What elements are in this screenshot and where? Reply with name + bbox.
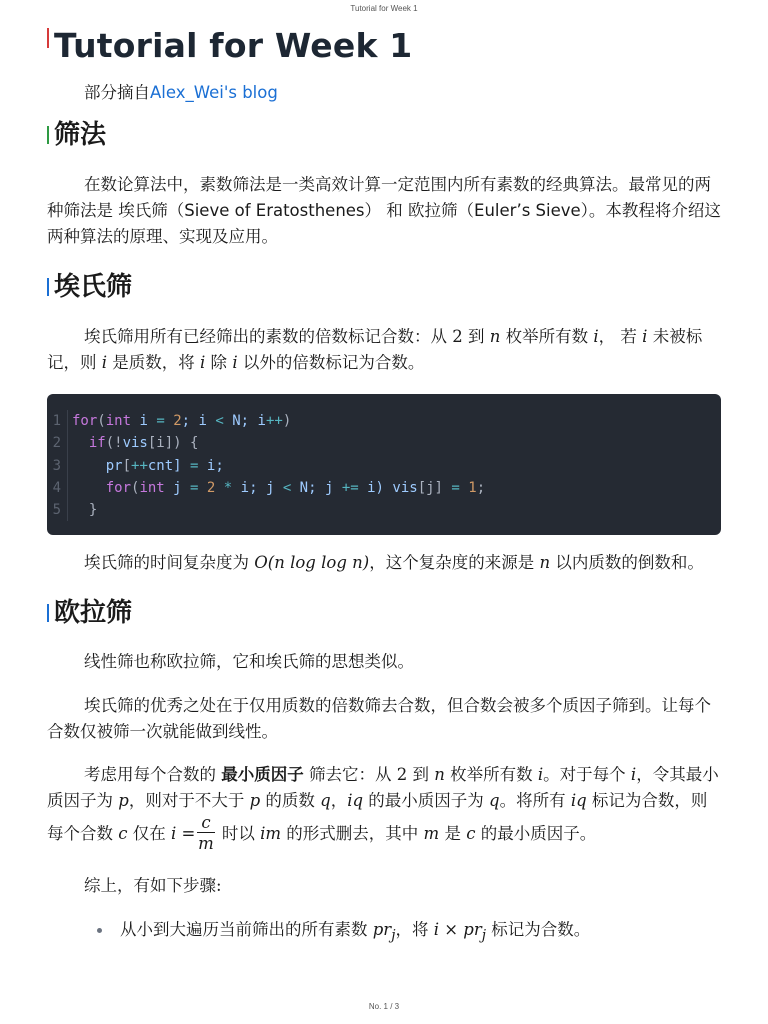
complexity-paragraph: 埃氏筛的时间复杂度为 O(n log log n)，这个复杂度的来源是 n 以内质数的倒数和。	[84, 553, 704, 573]
code-line: 2 if(!vis[i]) {	[47, 432, 721, 454]
source-prefix: 部分摘自	[84, 83, 150, 102]
list-item: 从小到大遍历当前筛出的所有素数 $pr_j$，将 $i \times pr_j$ 标记为合数。	[47, 917, 721, 948]
code-line: 1 for(int i = 2; i < N; i++)	[47, 410, 721, 432]
heading-text: 筛法	[54, 120, 107, 150]
heading-text: 欧拉筛	[54, 598, 133, 629]
heading-text: 埃氏筛	[54, 272, 133, 302]
source-line	[47, 80, 721, 106]
bullet-icon	[97, 928, 102, 933]
code-line: 5 }	[47, 499, 721, 521]
heading-marker	[47, 278, 49, 296]
eratosthenes-paragraph: 埃氏筛用所有已经筛出的素数的倍数标记合数：从 2 到 n 枚举所有数 i， 若 i 未被标记，则 i 是质数，将 i 除 i 以外的倍数标记为合数。	[47, 327, 703, 372]
heading-marker	[47, 126, 49, 144]
steps-list	[47, 917, 721, 948]
running-header: Tutorial for Week 1	[350, 4, 418, 13]
document-page	[47, 18, 721, 949]
page-title	[47, 26, 721, 66]
code-block[interactable]	[47, 394, 721, 535]
euler-paragraph-3: 考虑用每个合数的 最小质因子 筛去它：从 2 到 n 枚举所有数 i。对于每个 i，令其最小质因子为 p，则对于不大于 p 的质数 q，iq 的最小质因子为 q。将所有 iq 标记为合数，则每个合数 c 仅在 i = $\frac{c}{m}$ 时以 im 的形式删去，其中 m 是 c 的最小质因子。	[47, 765, 719, 854]
heading-marker	[47, 604, 49, 622]
intro-paragraph: 在数论算法中，素数筛法是一类高效计算一定范围内所有素数的经典算法。最常见的两种筛法是 埃氏筛（Sieve of Eratosthenes） 和 欧拉筛（Euler’s Sieve）。本教程将介绍这两种算法的原理、实现及应用。	[47, 175, 721, 246]
section-heading-sieve	[47, 118, 721, 152]
code-line: 4 for(int j = 2 * i; j < N; j += i) vis[j] = 1;	[47, 477, 721, 499]
code-line: 3 pr[++cnt] = i;	[47, 455, 721, 477]
section-heading-euler	[47, 596, 721, 630]
euler-paragraph-1: 线性筛也称欧拉筛，它和埃氏筛的思想类似。	[84, 652, 414, 672]
section-heading-eratosthenes	[47, 270, 721, 304]
title-marker	[47, 28, 49, 48]
fraction: $\frac{c}{m}$	[198, 813, 214, 854]
complexity-formula: O(n log log n)	[254, 553, 370, 573]
summary-paragraph: 综上，有如下步骤:	[84, 876, 222, 896]
page-number: No. 1 / 3	[368, 1002, 400, 1011]
source-link[interactable]: Alex_Wei's blog	[150, 83, 278, 102]
page-title-text: Tutorial for Week 1	[54, 26, 413, 65]
euler-paragraph-2: 埃氏筛的优秀之处在于仅用质数的倍数筛去合数，但合数会被多个质因子筛到。让每个合数仅被筛一次就能做到线性。	[47, 696, 711, 742]
